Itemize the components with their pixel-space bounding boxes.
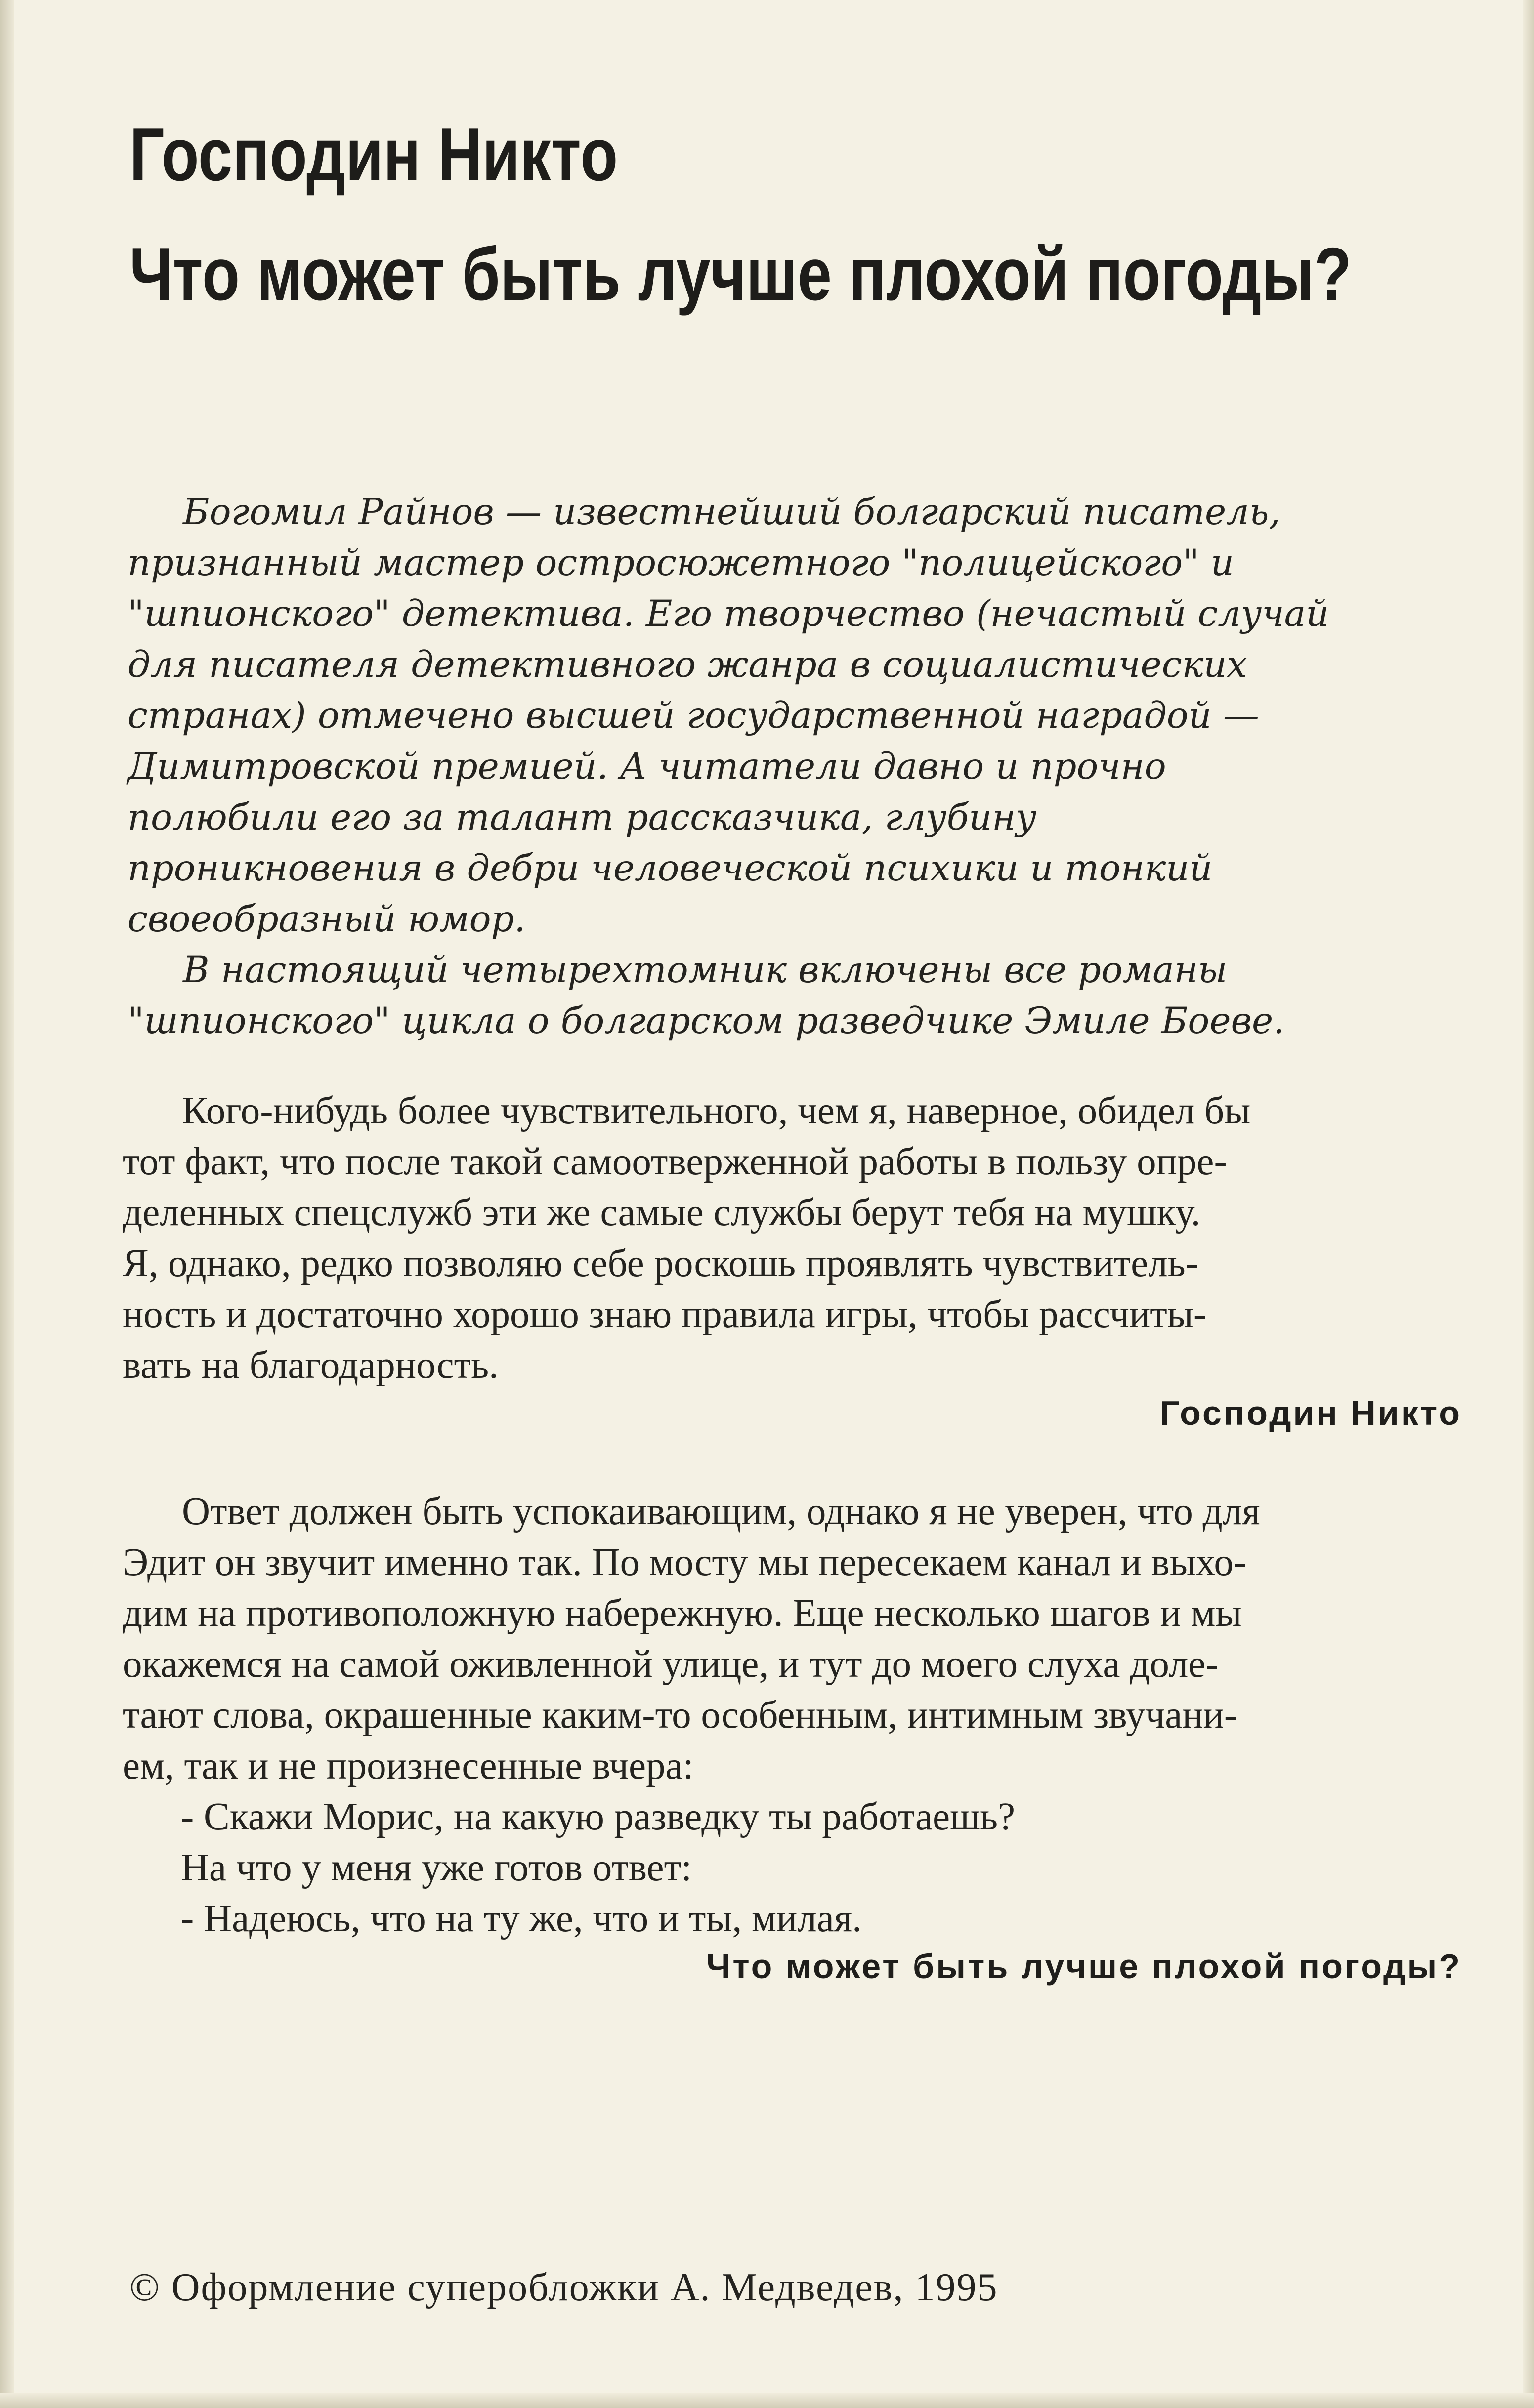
excerpt-1-text: Кого-нибудь более чувствительного, чем я, наверное, обидел бы тот факт, что после такой самоотверженной работы в пользу опре- деленных спецслужб эти же самые службы берут тебя на мушку. Я, однако, редко позволяю себе роскошь проявлять чувствитель- ность и достаточно хорошо знаю правила игры, чтобы рассчиты- вать на благодарность.: [123, 1089, 1251, 1387]
cover-design-credit: © Оформление суперобложки А. Медведев, 1995: [129, 2266, 998, 2309]
excerpt-1-source: Господин Никто: [1159, 1394, 1462, 1432]
annotation: [128, 487, 1442, 1046]
paper-edge-bottom: [0, 2393, 1534, 2408]
excerpt-2-source: Что может быть лучше плохой погоды?: [706, 1947, 1462, 1986]
book-title-1: Господин Никто: [129, 113, 618, 197]
excerpt-2-dialogue-line-2: На что у меня уже готов ответ:: [181, 1846, 692, 1889]
annotation-paragraph-1: Богомил Райнов — известнейший болгарский писатель, признанный мастер остросюжетного "полицейского" и "шпионского" детектива. Его творчество (нечастый случай для писателя детективного жанра в социалистических странах) отмечено высшей государственной наградой — Димитровской премией. А читатели давно и прочно полюбили его за талант рассказчика, глубину проникновения в дебри человеческой психики и тонкий своеобразный юмор.: [128, 491, 1329, 940]
excerpt-2-dialogue-line-3: - Надеюсь, что на ту же, что и ты, милая.: [181, 1897, 862, 1940]
excerpt-2-dialogue-line-1: - Скажи Морис, на какую разведку ты работаешь?: [181, 1795, 1016, 1838]
excerpt-1: [123, 1085, 1462, 1435]
book-title-2: Что может быть лучше плохой погоды?: [129, 232, 1352, 316]
excerpt-2: [123, 1486, 1462, 1989]
paper-edge-left: [0, 0, 14, 2408]
paper-edge-right: [1523, 0, 1534, 2408]
excerpt-2-text: Ответ должен быть успокаивающим, однако я не уверен, что для Эдит он звучит именно так. По мосту мы пересекаем канал и выхо- дим на противоположную набережную. Еще несколько шагов и мы окажемся на самой оживленной улице, и тут до моего слуха доле- тают слова, окрашенные каким-то особенным, интимным звучани- ем, так и не произнесенные вчера:: [123, 1490, 1260, 1787]
annotation-paragraph-2: В настоящий четырехтомник включены все романы "шпионского" цикла о болгарском разведчике Эмиле Боеве.: [128, 949, 1285, 1042]
